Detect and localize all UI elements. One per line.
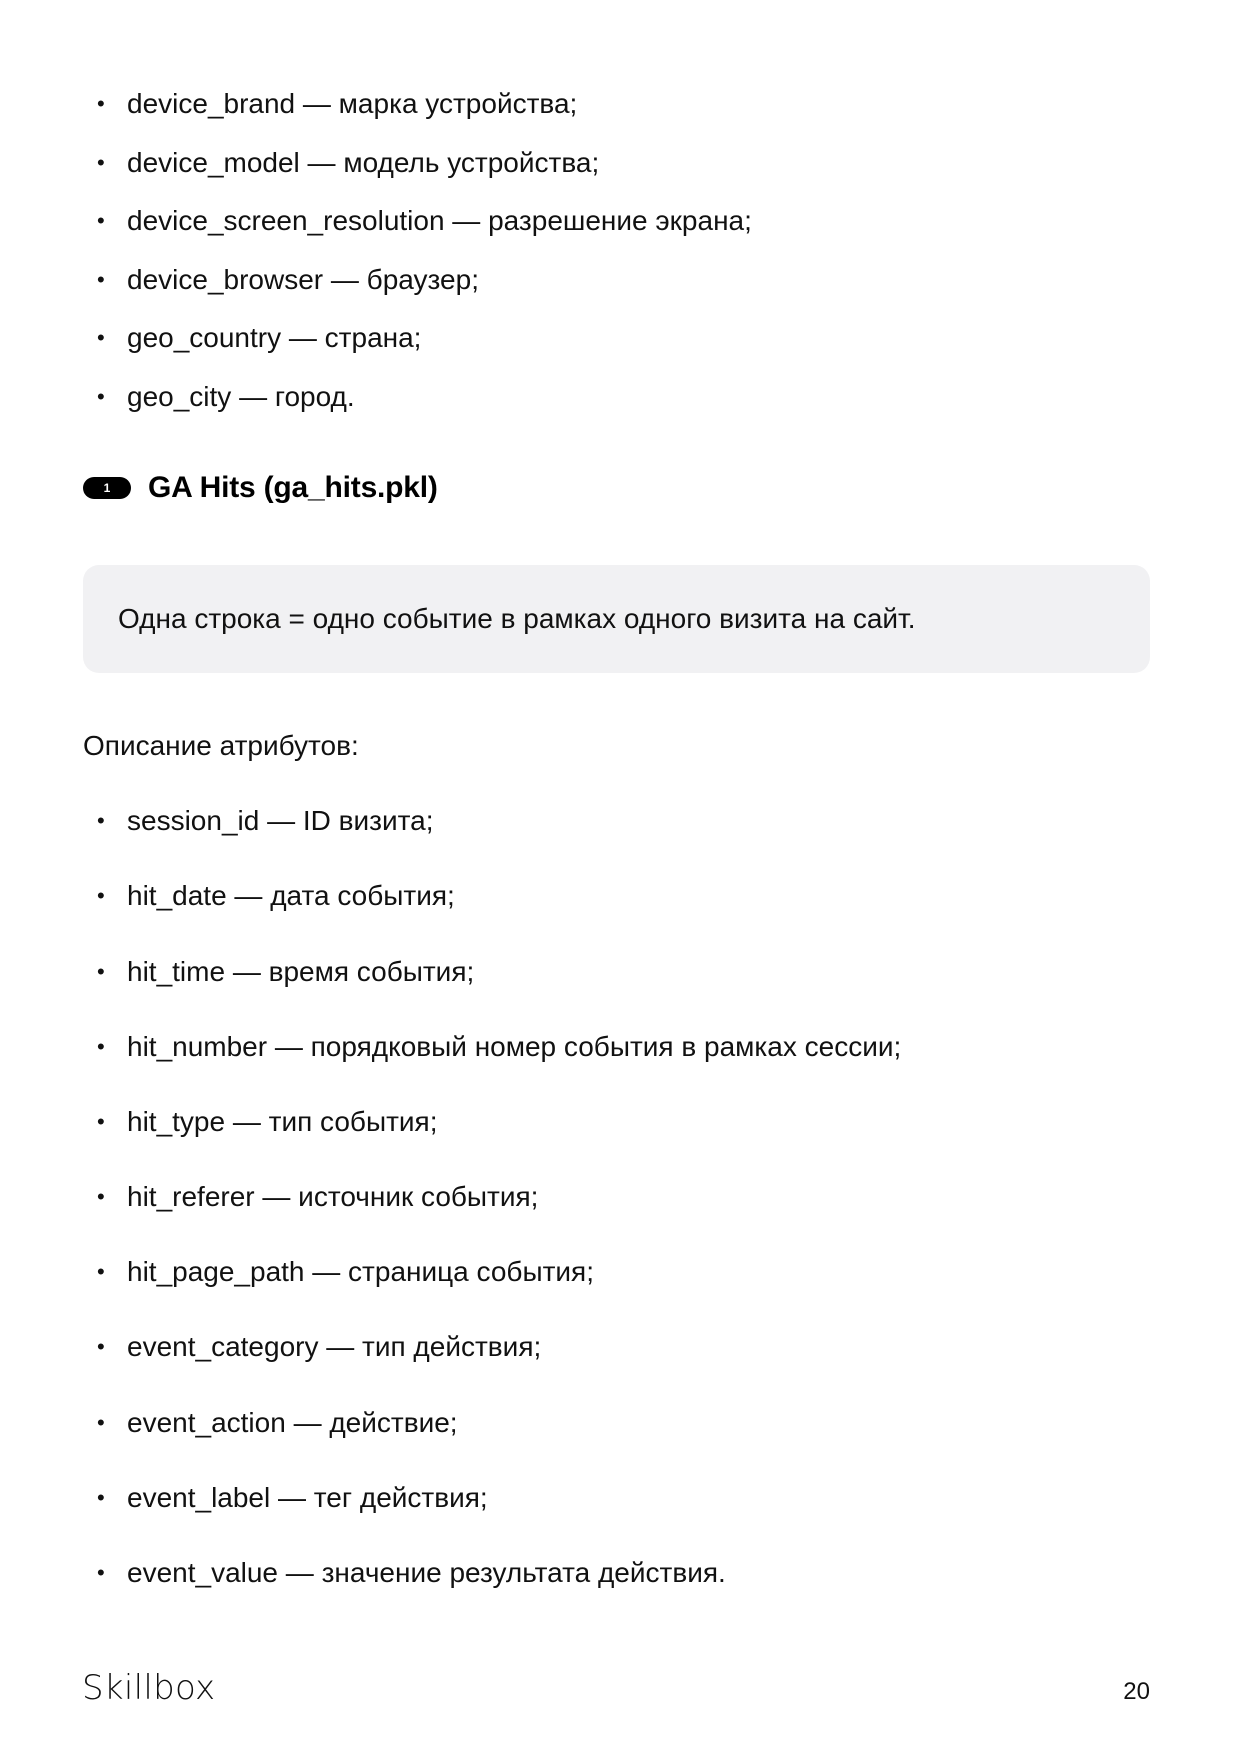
list-item-text: geo_city — город. bbox=[127, 381, 355, 412]
info-note-text: Одна строка = одно событие в рамках одного визита на сайт. bbox=[118, 603, 916, 634]
section-number-badge: 1 bbox=[83, 477, 131, 499]
bullet-icon: • bbox=[97, 1109, 105, 1134]
list-item-text: event_category — тип действия; bbox=[127, 1331, 542, 1362]
list-item-text: hit_number — порядковый номер события в рамках сессии; bbox=[127, 1031, 902, 1062]
bullet-icon: • bbox=[97, 1410, 105, 1435]
attributes-subheading: Описание атрибутов: bbox=[83, 730, 359, 761]
list-item-text: session_id — ID визита; bbox=[127, 805, 434, 836]
skillbox-logo: Skillbox bbox=[82, 1668, 216, 1708]
list-item-text: hit_referer — источник события; bbox=[127, 1181, 539, 1212]
list-item-text: event_label — тег действия; bbox=[127, 1482, 488, 1513]
list-item-text: hit_type — тип события; bbox=[127, 1106, 438, 1137]
bullet-icon: • bbox=[97, 91, 105, 116]
list-item-text: device_browser — браузер; bbox=[127, 264, 479, 295]
list-item-text: device_brand — марка устройства; bbox=[127, 88, 578, 119]
bullet-icon: • bbox=[97, 384, 105, 409]
bullet-icon: • bbox=[97, 808, 105, 833]
bullet-icon: • bbox=[97, 1184, 105, 1209]
bullet-icon: • bbox=[97, 325, 105, 350]
list-item-text: device_screen_resolution — разрешение экрана; bbox=[127, 205, 752, 236]
section-title: GA Hits (ga_hits.pkl) bbox=[148, 471, 438, 504]
list-item-text: device_model — модель устройства; bbox=[127, 147, 600, 178]
bullet-icon: • bbox=[97, 267, 105, 292]
bullet-icon: • bbox=[97, 1560, 105, 1585]
bullet-icon: • bbox=[97, 959, 105, 984]
bullet-icon: • bbox=[97, 1485, 105, 1510]
bullet-icon: • bbox=[97, 208, 105, 233]
list-item-text: event_value — значение результата действия. bbox=[127, 1557, 726, 1588]
list-item-text: hit_time — время события; bbox=[127, 956, 475, 987]
page-number: 20 bbox=[1123, 1678, 1150, 1705]
bullet-icon: • bbox=[97, 1334, 105, 1359]
info-note-box bbox=[83, 565, 1150, 673]
section-heading bbox=[83, 470, 438, 506]
list-item-text: event_action — действие; bbox=[127, 1407, 458, 1438]
list-item-text: hit_page_path — страница события; bbox=[127, 1256, 594, 1287]
bullet-icon: • bbox=[97, 1034, 105, 1059]
list-item-text: hit_date — дата события; bbox=[127, 880, 455, 911]
bullet-icon: • bbox=[97, 883, 105, 908]
bullet-icon: • bbox=[97, 1259, 105, 1284]
bullet-icon: • bbox=[97, 150, 105, 175]
list-item-text: geo_country — страна; bbox=[127, 322, 422, 353]
